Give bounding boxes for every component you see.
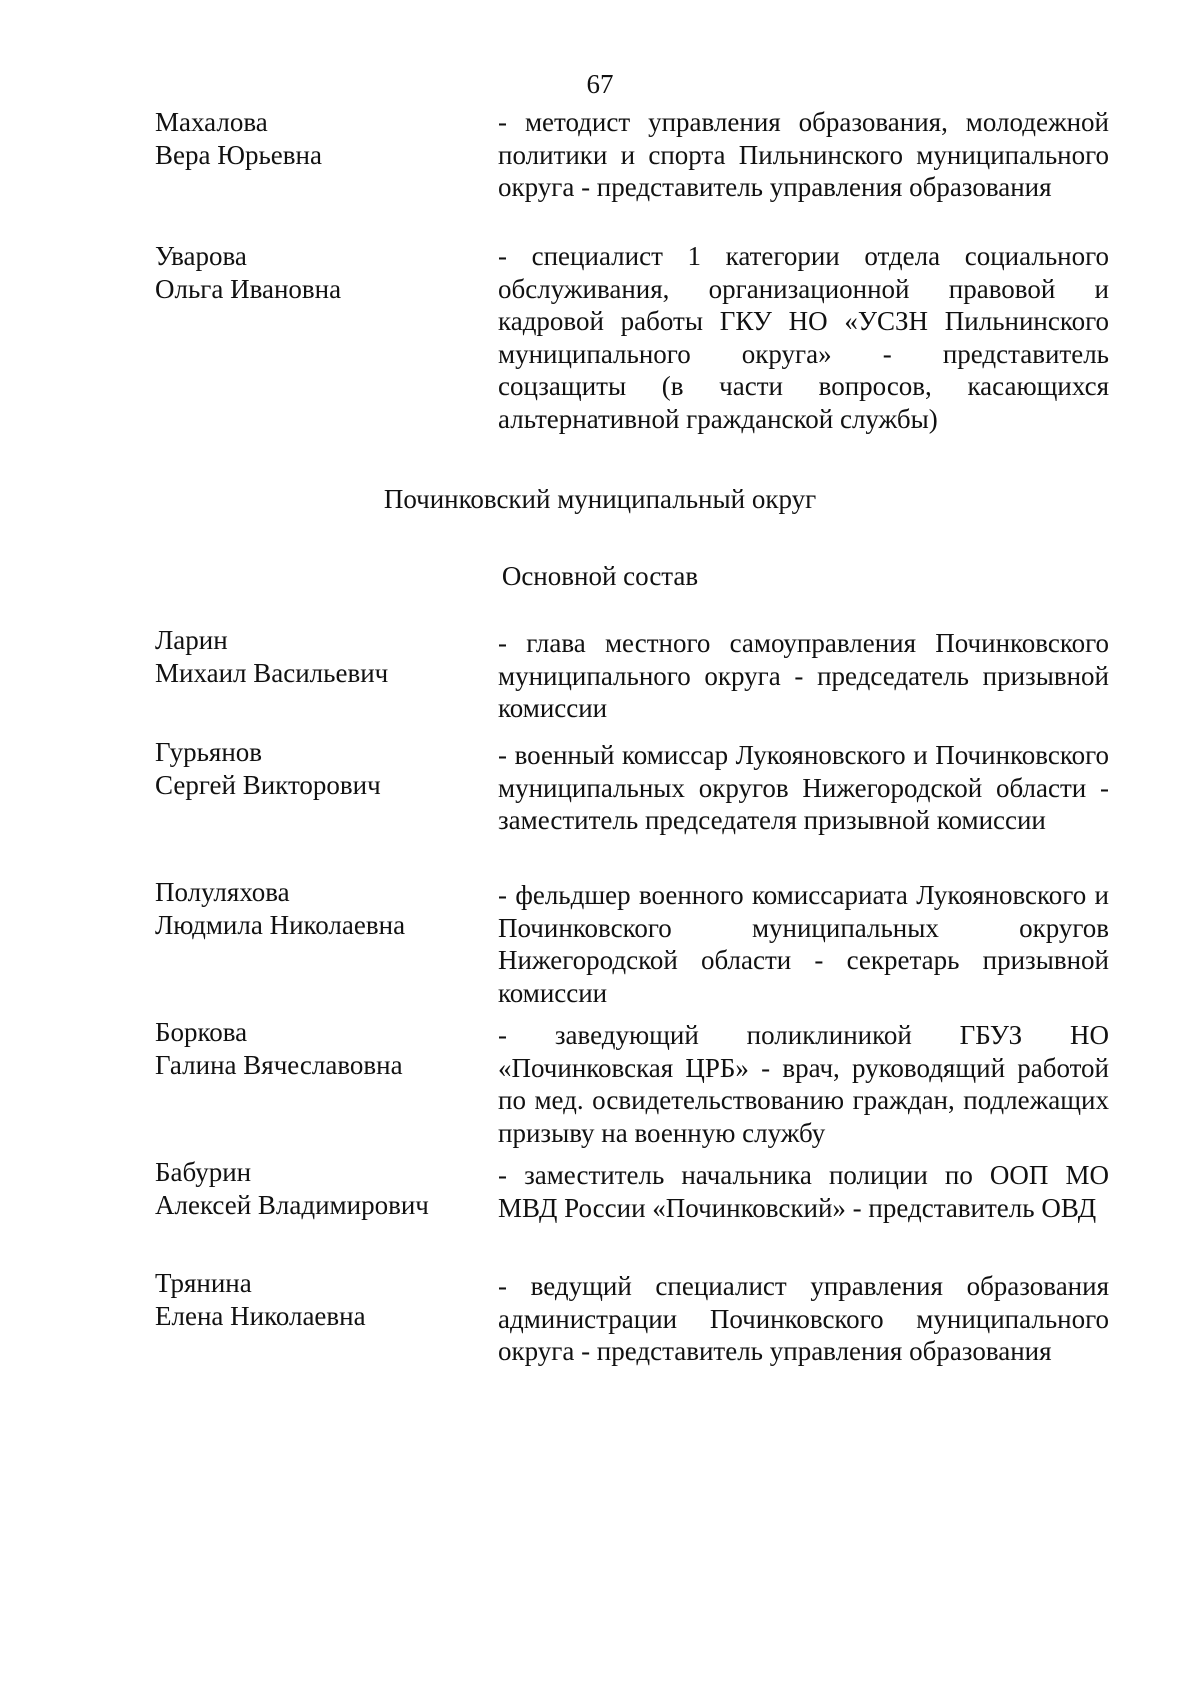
member-given-names: Вера Юрьевна [155,139,322,170]
member-surname: Полуляхова [155,877,290,907]
member-role: - военный комиссар Лукояновского и Починковского муниципальных округов Нижегородской области - заместитель председателя призывной комиссии [498,740,1109,835]
member-given-names: Людмила Николаевна [155,909,406,940]
member-given-names: Алексей Владимирович [155,1189,429,1220]
member-name [155,1267,485,1332]
section-title: Починковский муниципальный округ [383,484,817,514]
member-role: - фельдшер военного комиссариата Лукояновского и Починковского муниципальных округов Нижегородской области - секретарь призывной комиссии [498,880,1109,1008]
member-surname: Ларин [155,625,228,655]
member-surname: Бабурин [155,1157,252,1187]
member-name [155,106,485,171]
member-given-names: Сергей Викторович [155,769,381,800]
subsection-title: Основной состав [501,561,699,591]
member-surname: Махалова [155,107,268,137]
member-role: - заместитель начальника полиции по ООП МО МВД России «Починковский» - представитель ОВД [498,1160,1109,1223]
member-role: - методист управления образования, молодежной политики и спорта Пильнинского муниципального округа - представитель управления образования [498,107,1109,202]
member-name [155,624,485,689]
member-name [155,1156,485,1221]
member-surname: Трянина [155,1268,252,1298]
member-name [155,1016,485,1081]
member-name [155,240,485,305]
member-surname: Уварова [155,241,247,271]
member-given-names: Ольга Ивановна [155,273,342,304]
member-role: - ведущий специалист управления образования администрации Починковского муниципального округа - представитель управления образования [498,1271,1109,1366]
member-name [155,876,485,941]
member-role: - заведующий поликлиникой ГБУЗ НО «Починковская ЦРБ» - врач, руководящий работой по мед. освидетельствованию граждан, подлежащих призыву на военную службу [498,1020,1109,1148]
member-surname: Гурьянов [155,737,263,767]
member-name [155,736,485,801]
member-given-names: Елена Николаевна [155,1300,366,1331]
member-surname: Боркова [155,1017,248,1047]
member-role: - специалист 1 категории отдела социального обслуживания, организационной правовой и кадровой работы ГКУ НО «УСЗН Пильнинского муниципального округа» - представитель соцзащиты (в части вопросов, касающихся альтернативной гражданской службы) [498,241,1109,434]
member-role: - глава местного самоуправления Починковского муниципального округа - председатель призывной комиссии [498,628,1109,723]
member-given-names: Галина Вячеславовна [155,1049,403,1080]
member-given-names: Михаил Васильевич [155,657,389,688]
page-number: 67 [586,69,614,99]
